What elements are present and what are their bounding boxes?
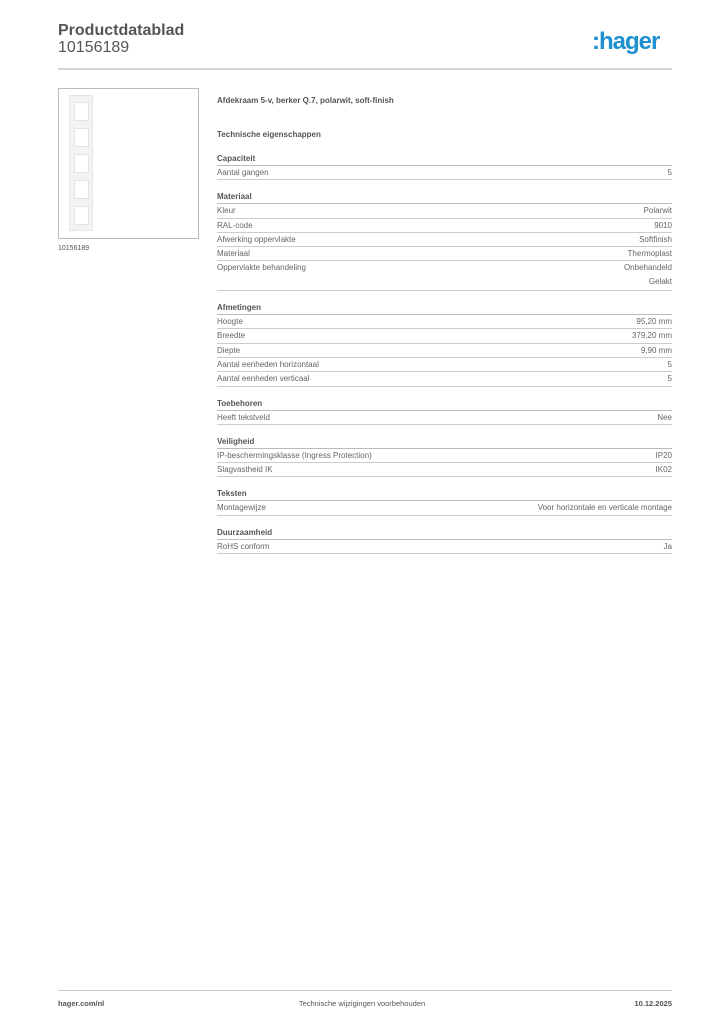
spec-value-line: Onbehandeld bbox=[623, 263, 672, 273]
spec-section bbox=[217, 526, 672, 554]
spec-value-line: Ja bbox=[663, 541, 672, 551]
spec-value bbox=[668, 166, 672, 179]
spec-value-line: Nee bbox=[657, 412, 672, 422]
spec-row bbox=[217, 501, 672, 515]
spec-value bbox=[654, 219, 672, 232]
spec-value bbox=[656, 463, 672, 476]
spec-value-line: IK02 bbox=[655, 465, 672, 475]
spec-value-line: Softfinish bbox=[639, 234, 672, 244]
spec-row bbox=[217, 247, 672, 261]
spec-label: Kleur bbox=[217, 206, 236, 216]
spec-column bbox=[217, 96, 672, 554]
spec-value bbox=[636, 315, 672, 328]
spec-label: Oppervlakte behandeling bbox=[217, 263, 306, 273]
footer-divider bbox=[58, 990, 672, 991]
spec-value-line: 9,90 mm bbox=[640, 345, 672, 355]
spec-label: Heeft tekstveld bbox=[217, 412, 270, 422]
spec-label: Aantal gangen bbox=[217, 168, 269, 177]
spec-label: Diepte bbox=[217, 345, 241, 355]
spec-value bbox=[664, 540, 672, 553]
spec-row bbox=[217, 204, 672, 218]
spec-row bbox=[217, 315, 672, 329]
spec-sections bbox=[217, 152, 672, 554]
spec-value-line: Gelakt bbox=[648, 276, 672, 286]
spec-row bbox=[217, 449, 672, 463]
spec-value-line: IP20 bbox=[655, 450, 672, 460]
spec-section bbox=[217, 190, 672, 291]
product-name: Afdekraam 5-v, berker Q.7, polarwit, soft-finish bbox=[217, 96, 394, 105]
footer-date: 10.12.2025 bbox=[634, 999, 672, 1008]
spec-value-line: Voor horizontale en verticale montage bbox=[537, 503, 672, 513]
section-heading: Afmetingen bbox=[217, 301, 672, 315]
spec-row bbox=[217, 344, 672, 358]
spec-row bbox=[217, 329, 672, 343]
spec-label: Montagewijze bbox=[217, 503, 266, 513]
spec-value bbox=[668, 372, 672, 385]
product-image bbox=[58, 88, 199, 239]
spec-label: Hoogte bbox=[217, 317, 243, 327]
spec-label: Aantal eenheden horizontaal bbox=[217, 359, 319, 369]
spec-section bbox=[217, 301, 672, 386]
spec-row bbox=[217, 540, 672, 554]
spec-value bbox=[538, 501, 672, 514]
hager-logo: :hager bbox=[592, 28, 660, 55]
spec-value-line: 5 bbox=[667, 374, 672, 384]
spec-label: RoHS conform bbox=[217, 541, 270, 551]
spec-value-line: 379,20 mm bbox=[631, 331, 672, 341]
spec-row bbox=[217, 219, 672, 233]
spec-value bbox=[656, 449, 672, 462]
image-caption: 10156189 bbox=[58, 245, 90, 252]
spec-row bbox=[217, 261, 672, 291]
spec-section bbox=[217, 152, 672, 180]
spec-value bbox=[639, 233, 672, 246]
spec-label: Materiaal bbox=[217, 249, 250, 259]
spec-value bbox=[644, 204, 672, 217]
section-heading: Veiligheid bbox=[217, 435, 672, 449]
spec-value bbox=[657, 411, 672, 424]
footer-disclaimer: Technische wijzigingen voorbehouden bbox=[298, 999, 426, 1008]
spec-value-line: Thermoplast bbox=[627, 249, 672, 259]
section-heading: Toebehoren bbox=[217, 397, 672, 411]
spec-value bbox=[624, 261, 672, 288]
spec-label: Breedte bbox=[217, 331, 246, 341]
spec-label: Afwerking oppervlakte bbox=[217, 234, 296, 244]
footer-website-link[interactable]: hager.com/nl bbox=[58, 999, 105, 1008]
spec-label: Aantal eenheden verticaal bbox=[217, 374, 310, 384]
spec-value bbox=[632, 329, 672, 342]
spec-label: RAL-code bbox=[217, 220, 253, 230]
spec-value bbox=[641, 344, 672, 357]
spec-value-line: 5 bbox=[667, 168, 672, 177]
tech-title: Technische eigenschappen bbox=[217, 130, 321, 139]
header-divider bbox=[58, 68, 672, 70]
spec-section bbox=[217, 435, 672, 478]
spec-value-line: Polarwit bbox=[643, 206, 672, 216]
spec-row bbox=[217, 463, 672, 477]
spec-value bbox=[628, 247, 672, 260]
spec-row bbox=[217, 358, 672, 372]
spec-label: Slagvastheid IK bbox=[217, 465, 273, 475]
spec-value-line: 5 bbox=[667, 359, 672, 369]
spec-value-line: 9010 bbox=[654, 220, 672, 230]
section-heading: Duurzaamheid bbox=[217, 526, 672, 540]
spec-row bbox=[217, 166, 672, 180]
section-heading: Capaciteit bbox=[217, 152, 672, 166]
spec-label: IP-beschermingsklasse (Ingress Protection) bbox=[217, 450, 372, 460]
cover-frame-illustration bbox=[69, 95, 93, 231]
spec-row bbox=[217, 233, 672, 247]
spec-row bbox=[217, 411, 672, 425]
spec-row bbox=[217, 372, 672, 386]
page-title: Productdatablad bbox=[58, 22, 185, 39]
spec-value-line: 95,20 mm bbox=[636, 317, 672, 327]
spec-value bbox=[668, 358, 672, 371]
spec-section bbox=[217, 397, 672, 425]
spec-section bbox=[217, 487, 672, 515]
product-code: 10156189 bbox=[58, 39, 130, 56]
section-heading: Materiaal bbox=[217, 190, 672, 204]
section-heading: Teksten bbox=[217, 487, 672, 501]
